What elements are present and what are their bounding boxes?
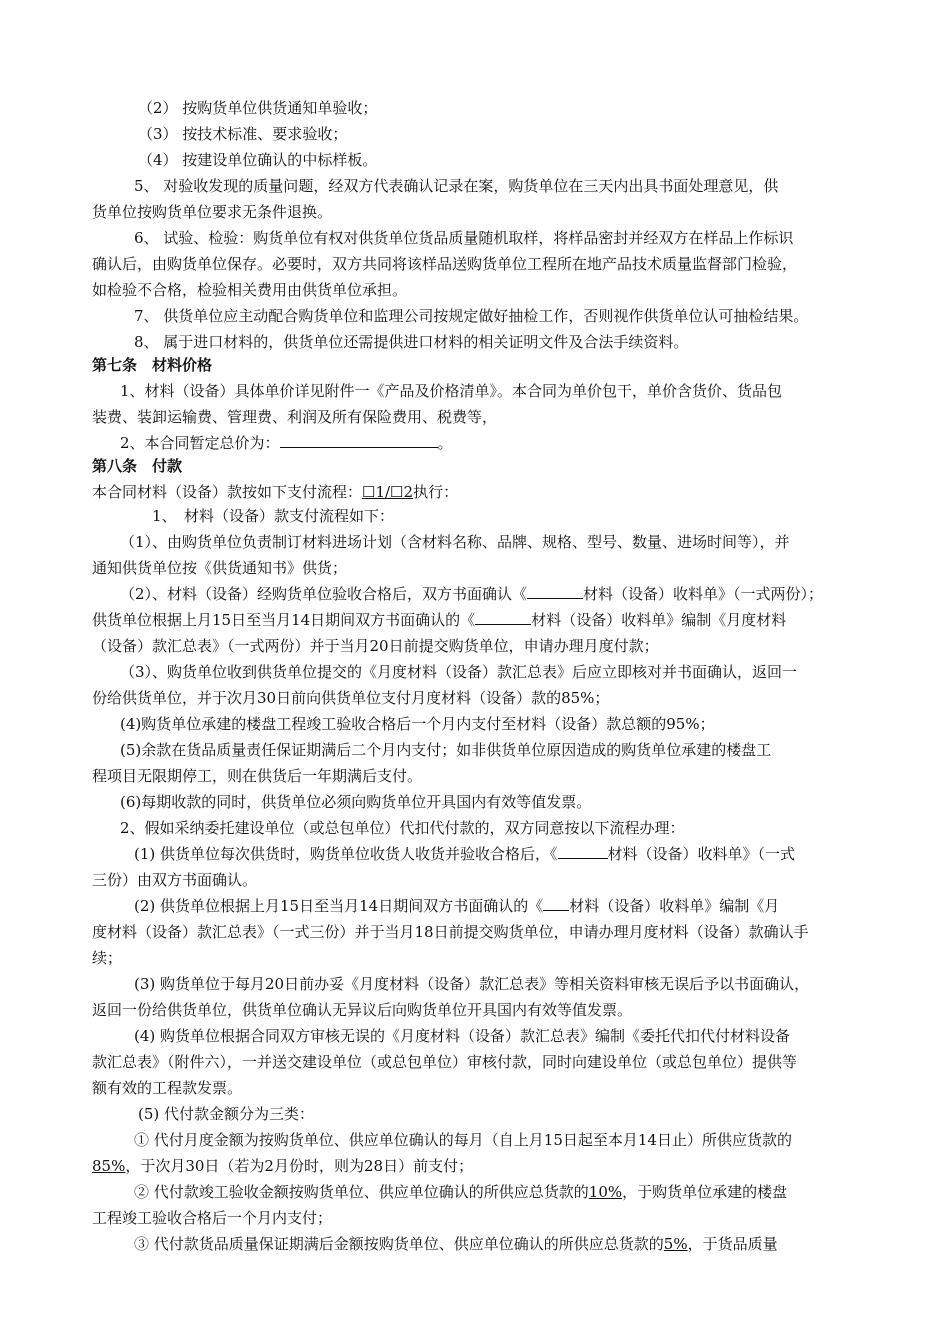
text-line: 材料（设备）收料单》编制《月度材料: [531, 611, 787, 629]
text-line: 工程竣工验收合格后一个月内支付；: [92, 1209, 333, 1227]
percentage-value: 85%: [92, 1157, 126, 1175]
clause-5: [134, 176, 778, 196]
text-line: 度材料（设备）款汇总表》（一式三份）并于当月18日前提交购货单位，申请办理月度材料（设备）款确认手: [92, 923, 809, 941]
percentage-value: 10%: [588, 1183, 623, 1201]
text-line: 。: [437, 434, 453, 452]
flow-2-step-3-cont: [92, 1000, 632, 1020]
clause-5-cont: [92, 202, 332, 222]
flow-1-step-1: [120, 532, 790, 552]
text-line: 如检验不合格，检验相关费用由供货单位承担。: [92, 281, 408, 299]
clause-6-cont: [92, 280, 407, 300]
text-line: 三份）由双方书面确认。: [92, 871, 258, 889]
text-line: (6)每期收款的同时，供货单位必须向购货单位开具国内有效等值发票。: [120, 793, 592, 811]
text-line: （2）、材料（设备）经购货单位验收合格后，双方书面确认《: [120, 585, 528, 603]
heading-text: 第七条 材料价格: [92, 356, 213, 374]
flow-2-heading: [120, 818, 685, 838]
text-line: 通知供货单位按《供货通知书》供货；: [92, 559, 348, 577]
heading-text: 第八条 付款: [92, 457, 183, 475]
text-line: （2） 按购货单位供货通知单验收；: [138, 99, 378, 117]
text-line: (4) 购货单位根据合同双方审核无误的《月度材料（设备）款汇总表》编制《委托代扣代付材料设备: [134, 1027, 791, 1045]
price-item-1-cont: [92, 407, 497, 427]
text-line: (5)余款在货品质量责任保证期满后二个月内支付；如非供货单位原因造成的购货单位承建的楼盘工: [120, 741, 772, 759]
text-line: 返回一份给供货单位，供货单位确认无异议后向购货单位开具国内有效等值发票。: [92, 1001, 633, 1019]
blank-line: [543, 896, 569, 911]
clause-item-4: [138, 150, 377, 170]
text-line: 1、材料（设备）具体单价详见附件一《产品及价格清单》。本合同为单价包干，单价含货价、货品包: [120, 382, 783, 400]
flow-option-checkboxes: ☐1/☐2: [362, 483, 414, 501]
text-line: (1) 供货单位每次供货时，购货单位收货人收货并验收合格后，《: [134, 845, 558, 863]
flow-1-step-5: [120, 740, 771, 760]
clause-7: [134, 306, 808, 326]
text-line: 款汇总表》（附件六），一并送交建设单位（或总包单位）审核付款，同时向建设单位（或总包单位）提供等: [92, 1053, 798, 1071]
payment-type-2: [134, 1182, 787, 1202]
text-line: 本合同材料（设备）款按如下支付流程：: [92, 483, 363, 501]
text-line: 6、 试验、检验：购货单位有权对供货单位货品质量随机取样，将样品密封并经双方在样品上作标识: [134, 229, 794, 247]
text-line: （3） 按技术标准、要求验收；: [138, 125, 348, 143]
flow-1-step-4: [120, 714, 715, 734]
text-line: 8、 属于进口材料的，供货单位还需提供进口材料的相关证明文件及合法手续资料。: [134, 333, 689, 351]
flow-2-step-2-cont: [92, 922, 809, 942]
text-line: （3）、购货单位收到供货单位提交的《月度材料（设备）款汇总表》后应立即核对并书面确认，返回一: [120, 663, 798, 681]
text-line: 7、 供货单位应主动配合购货单位和监理公司按规定做好抽检工作，否则视作供货单位认可抽检结果。: [134, 307, 809, 325]
clause-6-cont: [92, 254, 797, 274]
text-line: 5、 对验收发现的质量问题，经双方代表确认记录在案，购货单位在三天内出具书面处理意见，供: [134, 177, 779, 195]
text-line: 材料（设备）收料单》（一式: [607, 845, 796, 863]
percentage-value: 5%: [663, 1235, 688, 1253]
text-line: 额有效的工程款发票。: [92, 1079, 243, 1097]
flow-1-step-3: [120, 662, 797, 682]
payment-intro: [92, 482, 458, 502]
flow-2-step-2: [134, 896, 779, 916]
text-line: (3) 购货单位于每月20日前办妥《月度材料（设备）款汇总表》等相关资料审核无误后予以书面确认，: [134, 975, 810, 993]
price-item-1: [120, 381, 782, 401]
price-item-2: [120, 433, 453, 453]
text-line: 装费、装卸运输费、管理费、利润及所有保险费用、税费等，: [92, 408, 498, 426]
text-line: ③ 代付款货品质量保证期满后金额按购货单位、供应单位确认的所供应总货款的: [134, 1235, 664, 1253]
text-line: （设备）款汇总表》（一式两份）并于当月20日前提交购货单位，申请办理月度付款；: [92, 637, 659, 655]
section-heading-article-8: [92, 456, 182, 476]
clause-8: [134, 332, 688, 352]
blank-line: [475, 610, 531, 625]
text-line: （4） 按建设单位确认的中标样板。: [138, 151, 378, 169]
payment-type-1-cont: [92, 1156, 473, 1176]
flow-1-step-3-cont: [92, 688, 609, 708]
flow-1-step-1-cont: [92, 558, 347, 578]
payment-type-1: [134, 1130, 792, 1150]
flow-2-step-2-cont: [92, 948, 122, 968]
flow-2-step-4: [134, 1026, 790, 1046]
section-heading-article-7: [92, 355, 212, 375]
flow-2-step-4-cont: [92, 1078, 242, 1098]
flow-1-step-2-cont: [92, 610, 786, 630]
text-line: 货单位按购货单位要求无条件退换。: [92, 203, 333, 221]
flow-2-step-4-cont: [92, 1052, 797, 1072]
flow-2-step-1: [134, 844, 795, 864]
text-line: （1）、由购货单位负责制订材料进场计划（含材料名称、品牌、规格、型号、数量、进场时间等），并: [120, 533, 790, 551]
blank-line: [558, 844, 608, 859]
clause-item-2: [138, 98, 377, 118]
text-line: 供货单位根据上月15日至当月14日期间双方书面确认的《: [92, 611, 476, 629]
text-line: 材料（设备）收料单》（一式两份）；: [583, 585, 824, 603]
flow-1-heading: [152, 506, 394, 526]
payment-type-2-cont: [92, 1208, 332, 1228]
clause-item-3: [138, 124, 347, 144]
flow-2-step-5: [138, 1104, 314, 1124]
flow-2-step-1-cont: [92, 870, 257, 890]
text-line: (4)购货单位承建的楼盘工程竣工验收合格后一个月内支付至材料（设备）款总额的95%；: [120, 715, 715, 733]
flow-1-step-2: [120, 584, 823, 604]
text-line: (2) 供货单位根据上月15日至当月14日期间双方书面确认的《: [134, 897, 544, 915]
text-line: ，于货品质量: [687, 1235, 778, 1253]
flow-2-step-3: [134, 974, 809, 994]
total-price-blank: [280, 433, 438, 448]
payment-type-3: [134, 1234, 778, 1254]
text-line: 2、假如采纳委托建设单位（或总包单位）代扣代付款的，双方同意按以下流程办理：: [120, 819, 685, 837]
text-line: ，于购货单位承建的楼盘: [622, 1183, 788, 1201]
text-line: (5) 代付款金额分为三类：: [138, 1105, 315, 1123]
text-line: 续；: [92, 949, 123, 967]
blank-line: [527, 584, 583, 599]
text-line: 程项目无限期停工，则在供货后一年期满后支付。: [92, 767, 423, 785]
text-line: 执行：: [413, 483, 459, 501]
text-line: 份给供货单位，并于次月30日前向供货单位支付月度材料（设备）款的85%；: [92, 689, 610, 707]
text-line: ① 代付月度金额为按购货单位、供应单位确认的每月（自上月15日起至本月14日止）所供应货款的: [134, 1131, 792, 1149]
text-line: 确认后，由购货单位保存。必要时，双方共同将该样品送购货单位工程所在地产品技术质量监督部门检验，: [92, 255, 798, 273]
text-line: 材料（设备）收料单》编制《月: [569, 897, 780, 915]
text-line: 2、本合同暂定总价为：: [120, 434, 280, 452]
text-line: 1、 材料（设备）款支付流程如下：: [152, 507, 395, 525]
clause-6: [134, 228, 793, 248]
flow-1-step-6: [120, 792, 591, 812]
flow-1-step-5-cont: [92, 766, 422, 786]
text-line: ② 代付款竣工验收金额按购货单位、供应单位确认的所供应总货款的: [134, 1183, 589, 1201]
flow-1-step-2-cont: [92, 636, 659, 656]
text-line: ，于次月30日（若为2月份时，则为28日）前支付；: [125, 1157, 474, 1175]
